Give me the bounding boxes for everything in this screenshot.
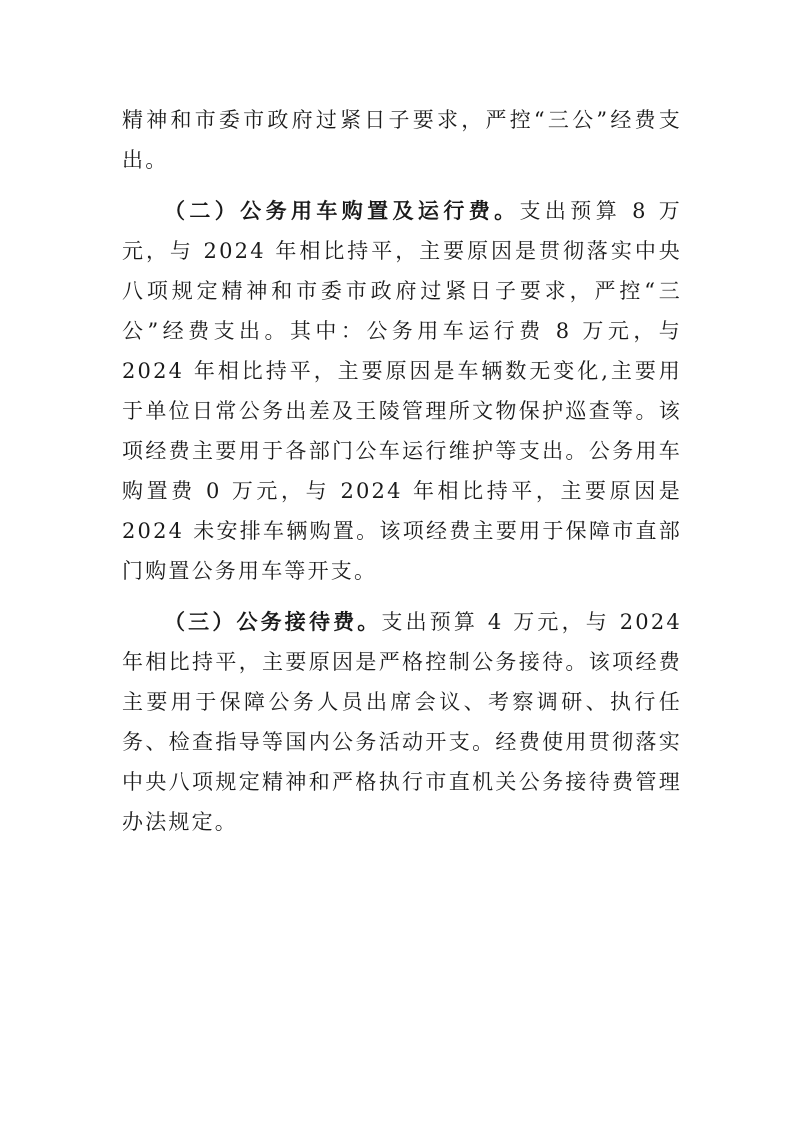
section-heading-reception: （三）公务接待费。 xyxy=(164,609,382,634)
paragraph-reception-expenses xyxy=(122,602,682,842)
paragraph-body: 精神和市委市政府过紧日子要求，严控“三公”经费支出。 xyxy=(122,108,682,172)
paragraph-vehicle-expenses xyxy=(122,191,682,591)
paragraph-body: 支出预算 4 万元，与 2024 年相比持平，主要原因是严格控制公务接待。该项经费主要用于保障公务人员出席会议、考察调研、执行任务、检查指导等国内公务活动开支。经费使用贯彻落实中央八项规定精神和严格执行市直机关公务接待费管理办法规定。 xyxy=(122,610,682,834)
section-heading-vehicle: （二）公务用车购置及运行费。 xyxy=(164,198,520,223)
paragraph-body: 支出预算 8 万元，与 2024 年相比持平，主要原因是贯彻落实中央八项规定精神和市委市政府过紧日子要求，严控“三公”经费支出。其中：公务用车运行费 8 万元，与 2024 年相比持平，主要原因是车辆数无变化,主要用于单位日常公务出差及王陵管理所文物保护巡查等。该项经费主要用于各部门公车运行维护等支出。公务用车购置费 0 万元，与 2024 年相比持平，主要原因是 2024 未安排车辆购置。该项经费主要用于保障市直部门购置公务用车等开支。 xyxy=(122,199,682,583)
document-page xyxy=(122,100,682,842)
paragraph-continuation xyxy=(122,100,682,180)
